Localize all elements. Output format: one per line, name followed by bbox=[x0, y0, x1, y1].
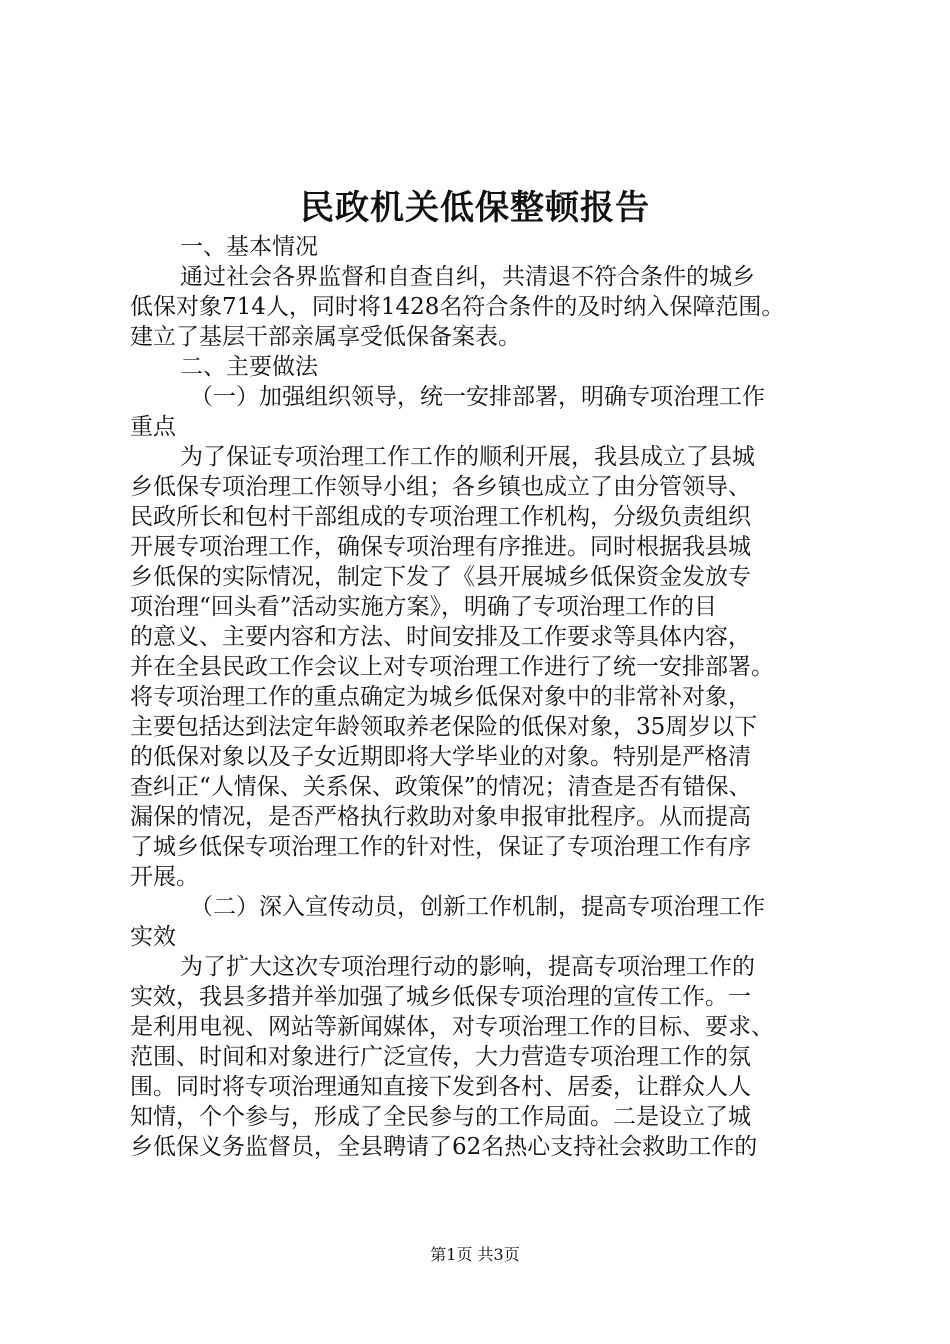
document-body bbox=[130, 232, 860, 1162]
heading-main-practices: 二、主要做法 bbox=[180, 354, 318, 380]
heading-basic-situation: 一、基本情况 bbox=[180, 234, 318, 260]
paragraph-line: 为了保证专项治理工作工作的顺利开展，我县成立了县城 bbox=[180, 444, 755, 470]
paragraph-line: 实效，我县多措并举加强了城乡低保专项治理的宣传工作。一 bbox=[130, 984, 751, 1010]
page-number-footer: 第1页 共3页 bbox=[430, 1245, 520, 1264]
paragraph-line: 项治理“回头看”活动实施方案》，明确了专项治理工作的目 bbox=[130, 594, 718, 620]
paragraph-line: 围。同时将专项治理通知直接下发到各村、居委，让群众人人 bbox=[130, 1074, 751, 1100]
paragraph-line: 范围、时间和对象进行广泛宣传，大力营造专项治理工作的氛 bbox=[130, 1044, 751, 1070]
paragraph-line: 建立了基层干部亲属享受低保备案表。 bbox=[130, 324, 521, 350]
subheading-one: （一）加强组织领导，统一安排部署，明确专项治理工作 bbox=[190, 384, 765, 410]
paragraph-line: 漏保的情况，是否严格执行救助对象申报审批程序。从而提高 bbox=[130, 804, 751, 830]
paragraph-line: 了城乡低保专项治理工作的针对性，保证了专项治理工作有序 bbox=[130, 834, 751, 860]
paragraph-line: 开展专项治理工作，确保专项治理有序推进。同时根据我县城 bbox=[130, 534, 751, 560]
subheading-two-continued: 实效 bbox=[130, 924, 176, 950]
paragraph-line: 为了扩大这次专项治理行动的影响，提高专项治理工作的 bbox=[180, 954, 755, 980]
paragraph-line: 知情，个个参与，形成了全民参与的工作局面。二是设立了城 bbox=[130, 1104, 751, 1130]
paragraph-line: 乡低保的实际情况，制定下发了《县开展城乡低保资金发放专 bbox=[130, 564, 751, 590]
paragraph-line: 通过社会各界监督和自查自纠，共清退不符合条件的城乡 bbox=[180, 264, 755, 290]
paragraph-line: 并在全县民政工作会议上对专项治理工作进行了统一安排部署。 bbox=[130, 654, 774, 680]
paragraph-line: 民政所长和包村干部组成的专项治理工作机构，分级负责组织 bbox=[130, 504, 751, 530]
paragraph-line: 的低保对象以及子女近期即将大学毕业的对象。特别是严格清 bbox=[130, 744, 751, 770]
subheading-two: （二）深入宣传动员，创新工作机制，提高专项治理工作 bbox=[190, 894, 765, 920]
paragraph-line: 的意义、主要内容和方法、时间安排及工作要求等具体内容， bbox=[130, 624, 751, 650]
paragraph-line: 乡低保专项治理工作领导小组；各乡镇也成立了由分管领导、 bbox=[130, 474, 751, 500]
paragraph-line: 低保对象714人，同时将1428名符合条件的及时纳入保障范围。 bbox=[130, 294, 785, 320]
paragraph-line: 是利用电视、网站等新闻媒体，对专项治理工作的目标、要求、 bbox=[130, 1014, 774, 1040]
paragraph-line: 乡低保义务监督员，全县聘请了62名热心支持社会救助工作的 bbox=[130, 1134, 758, 1160]
paragraph-line: 主要包括达到法定年龄领取养老保险的低保对象，35周岁以下 bbox=[130, 714, 758, 740]
document-title: 民政机关低保整顿报告 bbox=[300, 188, 650, 228]
paragraph-line: 开展。 bbox=[130, 864, 199, 890]
paragraph-line: 查纠正“人情保、关系保、政策保”的情况；清查是否有错保、 bbox=[130, 774, 752, 800]
subheading-one-continued: 重点 bbox=[130, 414, 176, 440]
paragraph-line: 将专项治理工作的重点确定为城乡低保对象中的非常补对象， bbox=[130, 684, 751, 710]
